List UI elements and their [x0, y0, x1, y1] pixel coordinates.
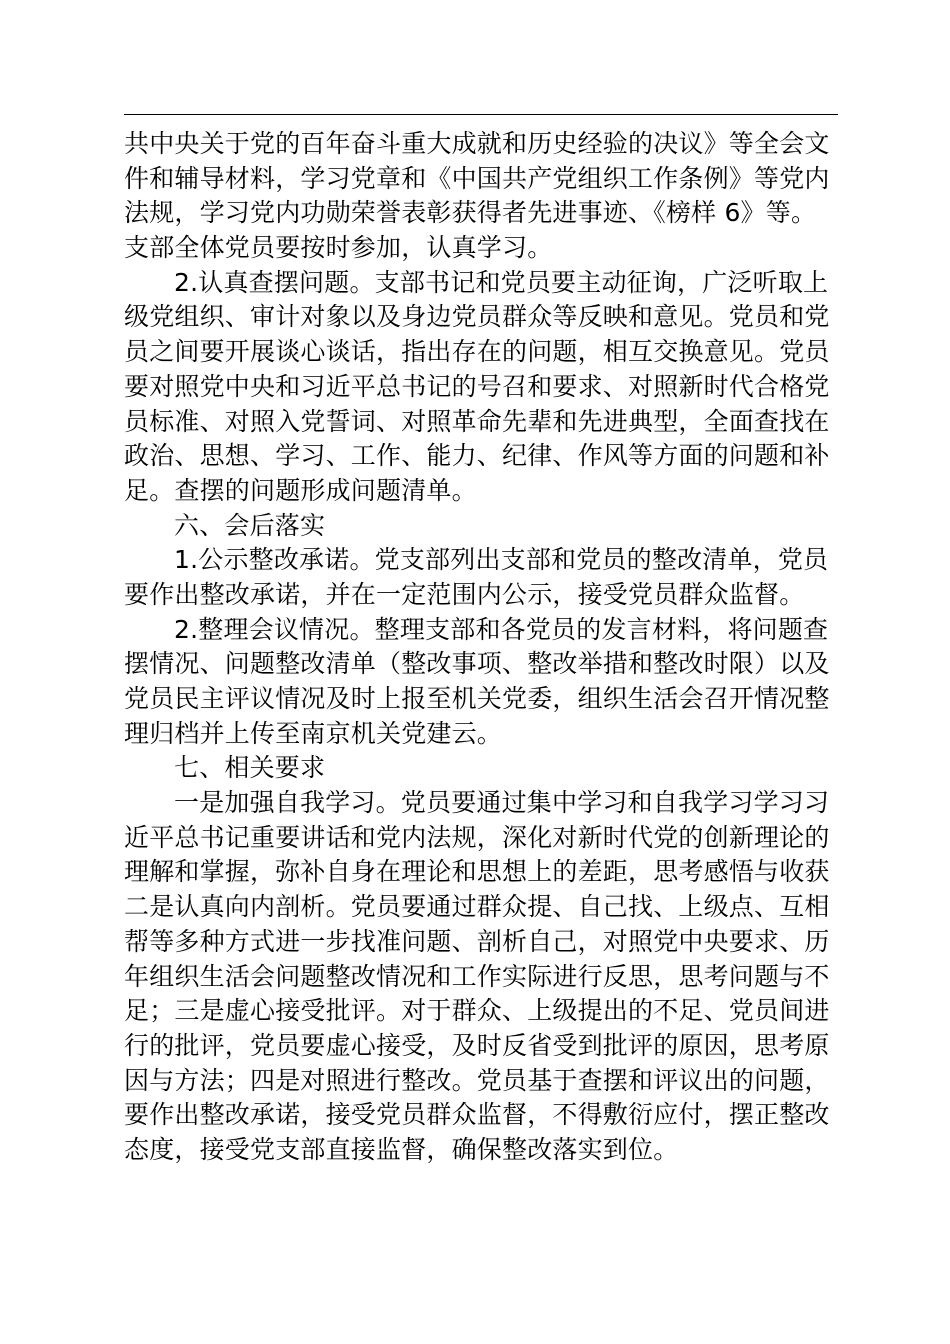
- text-line: 帮等多种方式进一步找准问题、剖析自己，对照党中央要求、历: [124, 926, 830, 956]
- text-line: 理归档并上传至南京机关党建云。: [124, 718, 503, 748]
- text-line: 2.整理会议情况。整理支部和各党员的发言材料，将问题查: [174, 614, 829, 644]
- text-line: 态度，接受党支部直接监督，确保整改落实到位。: [124, 1134, 679, 1164]
- text-line: 员之间要开展谈心谈话，指出存在的问题，相互交换意见。党员: [124, 337, 830, 367]
- text-line: 六、会后落实: [174, 510, 326, 540]
- text-line: 要作出整改承诺，并在一定范围内公示，接受党员群众监督。: [124, 579, 805, 609]
- text-line: 1.公示整改承诺。党支部列出支部和党员的整改清单，党员: [174, 545, 829, 575]
- text-line: 七、相关要求: [174, 753, 326, 783]
- text-line: 因与方法；四是对照进行整改。党员基于查摆和评议出的问题，: [124, 1065, 830, 1095]
- text-line: 足。查摆的问题形成问题清单。: [124, 475, 477, 505]
- text-line: 支部全体党员要按时参加，认真学习。: [124, 233, 553, 263]
- text-line: 件和辅导材料，学习党章和《中国共产党组织工作条例》等党内: [124, 163, 830, 193]
- text-line: 员标准、对照入党誓词、对照革命先辈和先进典型，全面查找在: [124, 406, 830, 436]
- text-line: 共中央关于党的百年奋斗重大成就和历史经验的决议》等全会文: [124, 129, 830, 158]
- text-line: 一是加强自我学习。党员要通过集中学习和自我学习学习习: [174, 788, 830, 818]
- text-line: 行的批评，党员要虚心接受，及时反省受到批评的原因，思考原: [124, 1030, 830, 1060]
- text-line: 二是认真向内剖析。党员要通过群众提、自己找、上级点、互相: [124, 892, 830, 922]
- text-line: 理解和掌握，弥补自身在理论和思想上的差距，思考感悟与收获: [124, 857, 830, 887]
- document-body: [124, 127, 838, 1168]
- text-line: 要对照党中央和习近平总书记的号召和要求、对照新时代合格党: [124, 371, 830, 401]
- header-rule: [124, 114, 838, 115]
- text-line: 政治、思想、学习、工作、能力、纪律、作风等方面的问题和补: [124, 441, 830, 471]
- text-line: 年组织生活会问题整改情况和工作实际进行反思，思考问题与不: [124, 961, 830, 991]
- text-line: 要作出整改承诺，接受党员群众监督，不得敷衍应付，摆正整改: [124, 1100, 830, 1130]
- text-line: 2.认真查摆问题。支部书记和党员要主动征询，广泛听取上: [174, 267, 829, 297]
- text-line: 级党组织、审计对象以及身边党员群众等反映和意见。党员和党: [124, 302, 830, 332]
- text-line: 党员民主评议情况及时上报至机关党委，组织生活会召开情况整: [124, 684, 830, 713]
- text-line: 足；三是虚心接受批评。对于群众、上级提出的不足、党员间进: [124, 996, 830, 1026]
- text-line: 法规，学习党内功勋荣誉表彰获得者先进事迹、《榜样 6》等。: [124, 198, 817, 228]
- text-line: 摆情况、问题整改清单（整改事项、整改举措和整改时限）以及: [124, 649, 830, 679]
- text-line: 近平总书记重要讲话和党内法规，深化对新时代党的创新理论的: [124, 822, 830, 852]
